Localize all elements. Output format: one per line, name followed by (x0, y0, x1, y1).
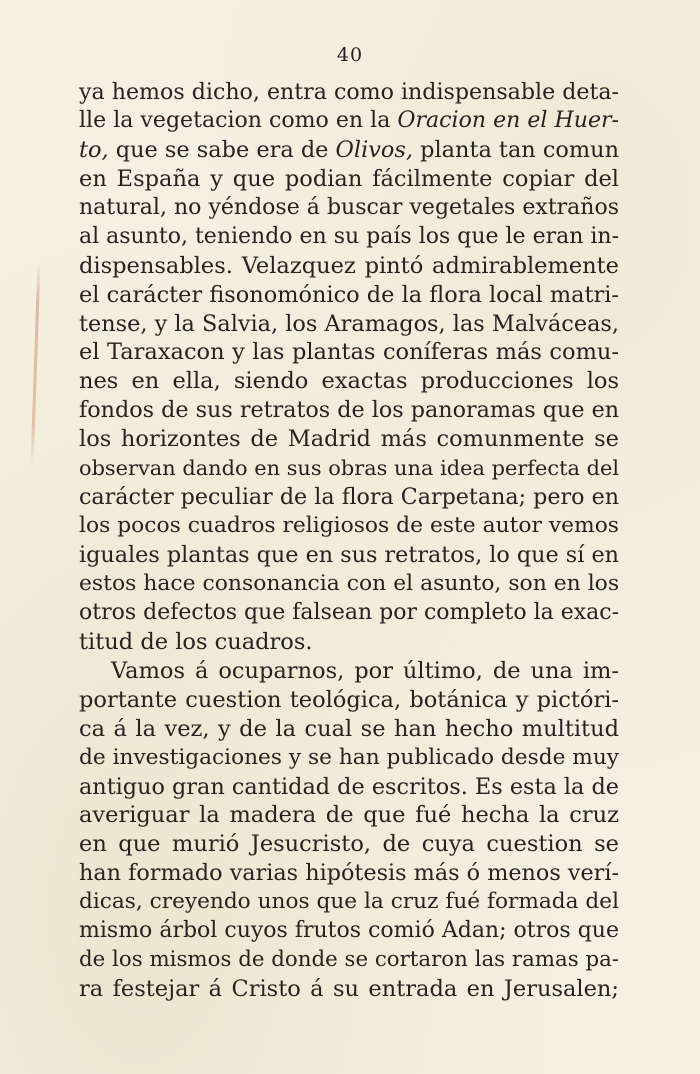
text-line (79, 367, 619, 396)
italic-text: Olivos, (335, 136, 414, 163)
text-segment: planta tan comun (413, 136, 619, 163)
text-line (79, 396, 619, 425)
text-line (79, 483, 619, 512)
text-line (79, 888, 619, 917)
text-line (79, 252, 619, 281)
text-segment: dicas, creyendo unos que la cruz fué formada del (79, 889, 619, 915)
body-text (79, 78, 619, 1004)
text-line (79, 917, 619, 946)
italic-text: to, (79, 136, 109, 163)
text-segment: nes en ella, siendo exactas producciones los (79, 368, 619, 395)
text-line (79, 830, 619, 859)
text-line (79, 657, 619, 686)
text-line (79, 78, 619, 107)
text-segment: el Taraxacon y las plantas coníferas más comu- (79, 339, 619, 366)
text-line (79, 773, 619, 802)
text-segment: al asunto, teniendo en su país los que le eran in- (79, 223, 620, 249)
text-segment: han formado varias hipótesis más ó menos verí- (79, 860, 619, 887)
text-segment: el carácter fisonomónico de la flora local matri- (79, 281, 619, 308)
text-segment: otros defectos que falsean por completo la exac- (79, 599, 619, 625)
text-segment: carácter peculiar de la flora Carpetana; pero en (79, 484, 619, 511)
text-line (79, 223, 619, 252)
text-segment: ya hemos dicho, entra como indispensable deta- (79, 79, 619, 105)
text-line (79, 338, 619, 367)
text-line (79, 310, 619, 339)
text-line (79, 425, 619, 454)
text-line (79, 194, 619, 223)
text-segment: iguales plantas que en sus retratos, lo que sí en (79, 542, 619, 568)
text-segment: en que murió Jesucristo, de cuya cuestion se (79, 831, 619, 858)
text-line (79, 165, 619, 194)
text-segment: natural, no yéndose á buscar vegetales extraños (79, 194, 619, 220)
text-segment: que se sabe era de (108, 136, 336, 163)
text-segment: de los mismos de donde se cortaron las ramas pa- (79, 947, 619, 973)
text-segment: los pocos cuadros religiosos de este autor vemos (79, 513, 619, 539)
text-line (79, 975, 619, 1004)
text-segment: antiguo gran cantidad de escritos. Es esta la de (79, 773, 619, 800)
text-segment: dispensables. Velazquez pintó admirablemente (79, 252, 619, 279)
text-line (79, 541, 619, 570)
text-line (79, 570, 619, 599)
text-segment: portante cuestion teológica, botánica y pictóri- (79, 686, 619, 713)
text-segment: ca á la vez, y de la cual se han hecho multitud (79, 715, 619, 742)
text-segment: observan dando en sus obras una idea perfecta del (79, 456, 619, 481)
italic-text: Oracion en el Huer- (397, 107, 619, 133)
text-segment: en España y que podian fácilmente copiar del (79, 165, 619, 192)
text-line (79, 628, 619, 657)
pencil-margin-mark (30, 262, 40, 467)
text-segment: mismo árbol cuyos frutos comió Adan; otros que (79, 918, 619, 944)
text-line (79, 686, 619, 715)
text-segment: ra festejar á Cristo á su entrada en Jerusalen; (79, 976, 619, 1003)
text-segment: Vamos á ocuparnos, por último, de una im- (111, 657, 619, 684)
text-segment: averiguar la madera de que fué hecha la cruz (79, 802, 619, 829)
text-segment: lle la vegetacion como en la (79, 107, 398, 133)
text-segment: titud de los cuadros. (79, 628, 313, 655)
text-line (79, 454, 619, 483)
text-line (79, 715, 619, 744)
text-segment: estos hace consonancia con el asunto, son en los (79, 570, 620, 596)
text-line (79, 599, 619, 628)
text-line (79, 744, 619, 773)
text-line (79, 512, 619, 541)
text-line (79, 946, 619, 975)
text-line (79, 859, 619, 888)
text-line (79, 801, 619, 830)
text-line (79, 136, 619, 165)
text-segment: tense, y la Salvia, los Aramagos, las Malváceas, (79, 310, 619, 337)
text-segment: de investigaciones y se han publicado desde muy (79, 744, 619, 770)
text-segment: fondos de sus retratos de los panoramas que en (79, 397, 620, 424)
text-line (79, 281, 619, 310)
text-segment: los horizontes de Madrid más comunmente se (79, 426, 619, 453)
text-line (79, 107, 619, 136)
page-number: 40 (336, 44, 364, 66)
